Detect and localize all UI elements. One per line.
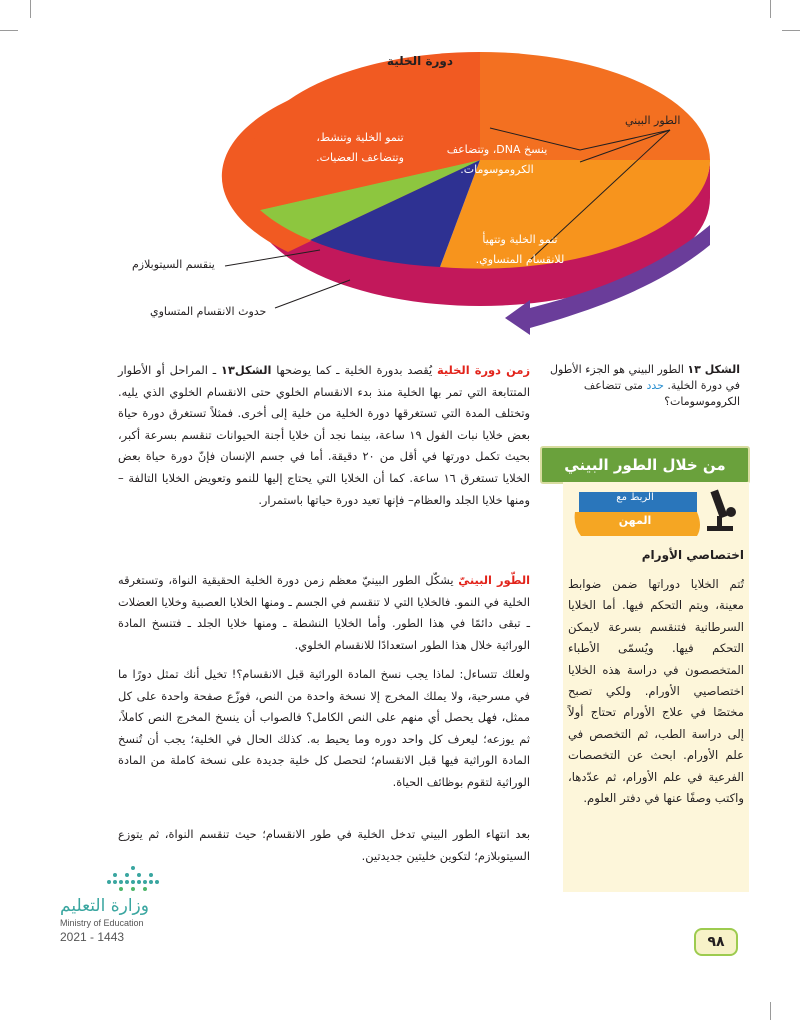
- paragraph-cell-cycle: [118, 360, 530, 511]
- crop-mark: [30, 0, 31, 18]
- segment-dna-line: الكروموسومات.: [460, 163, 534, 176]
- crop-mark: [770, 1002, 771, 1020]
- term-interphase: الطّور البينيّ: [458, 573, 530, 587]
- callout-cytokinesis: ينقسم السيتوبلازم: [132, 258, 215, 271]
- caption-question: متى تتضاعف الكروموسومات؟: [583, 379, 740, 408]
- section-banner: [540, 446, 750, 484]
- term-cell-cycle-time: زمن دورة الخلية: [437, 363, 530, 377]
- paragraph-text: يشكّل الطور البينيّ معظم زمن دورة الخلية الحقيقية النواة، وتستغرقه الخلية في النمو. فالخلايا التي لا تنقسم في الجسم ـ ومنها الخلايا العصبية وخلايا العضلات ـ تبقى دائمًا في هذا الطور. وأما الخلايا النشطة ـ ومنها خلايا الجلد ـ فتنسخ المادة الوراثية خلال هذا الطور استعدادًا للانقسام الخلوي.: [118, 573, 530, 652]
- paragraph-interphase: [118, 570, 530, 656]
- cycle-arrow-head: [505, 300, 530, 335]
- paragraph-question: [118, 664, 530, 794]
- crop-mark: [770, 0, 771, 18]
- callout-line: [275, 280, 350, 308]
- paragraph-text: ـ المراحل أو الأطوار المتتابعة التي تمر بها الخلية منذ بدء الانقسام الخلوي حتى الانقسام الخلوي الذي يليه. وتختلف المدة التي تستغرقها دورة الخلية من خلية إلى أخرى. فمثلاً تستغرق دورة حياة بعض خلايا نبات الفول ١٩ ساعة، بينما نجد أن خلايا أجنة الحيوانات تنقسم بسرعة أكبر، بحيث تكمل دورتها في أقل من ٢٠ دقيقة. أما في جسم الإنسان فإنّ دورة حياة بعض الخلايا تستغرق ١٦ ساعة. كما أن الخلايا التي يحتاج إليها للنمو وتعويض الخلايا التالفة – ومنها خلايا الجلد والعظام– فإنها تعيد دورة حياتها باستمرار.: [118, 363, 530, 507]
- figure-caption: [548, 362, 740, 410]
- callout-mitosis: حدوث الانقسام المتساوي: [150, 305, 267, 318]
- ministry-year: 2021 - 1443: [60, 930, 125, 944]
- segment-growth-line: وتتضاعف العضيات.: [316, 151, 404, 164]
- diagram-title: دورة الخلية: [386, 54, 454, 68]
- caption-ask-word: حدد: [646, 379, 664, 392]
- paragraph-text: يُقصد بدورة الخلية ـ كما يوضحها: [276, 363, 433, 377]
- cell-cycle-diagram: [110, 50, 710, 350]
- career-title: اختصاصي الأورام: [641, 548, 744, 562]
- crop-mark: [0, 30, 18, 31]
- figure-label: الشكل ١٣: [687, 363, 740, 376]
- career-text: تُتم الخلايا دوراتها ضمن ضوابط معينة، ويتم التحكم فيها. أما الخلايا السرطانية فتنقسم بسرعة لايمكن التحكم فيها. ويُسمّى الأطباء المتخصصون في دراسة هذه الخلايا اختصاصيي الأورام. ولكي تصبح مختصًا في علاج الأورام تحتاج أولاً إلى دراسة الطب، ثم التخصص في علم الأورام. ابحث عن التخصصات الفرعية في علم الأورام، ثم عدّدها، واكتب وصفًا عنها في دفتر العلوم.: [568, 577, 744, 806]
- figure-caption-text: الطور البيني هو الجزء الأطول في دورة الخلية.: [549, 363, 740, 392]
- badge-top-text: الربط مع: [616, 492, 654, 503]
- microscope-icon: [707, 489, 736, 531]
- segment-prepare-line: للانقسام المتساوي.: [475, 253, 565, 266]
- paragraph-text: ولعلك تتساءل: لماذا يجب نسخ المادة الوراثية قبل الانقسام؟! تخيل أنك تمثل دورًا ما في مسرحية، ولا يملك المخرج إلا نسخة واحدة من النص، فوزّع صفحة واحدة على كل ممثل، فهل يحصل أي منهم على النص الكامل؟ فالصواب أن ينسخ المخرج النص كاملاً، ثم يوزعه؛ ليعرف كل واحد دوره وما يحيط به. كذلك الحال في الخلية؛ يجب أن تُنسخ المادة الوراثية فيها قبل الانقسام؛ لتحصل كل خلية جديدة على نسخة كاملة من المادة الوراثية لتقوم بوظائف الحياة.: [118, 667, 530, 789]
- segment-dna-line: ينسخ DNA، وتتضاعف: [446, 143, 548, 156]
- badge-bottom-text: المهن: [618, 514, 652, 527]
- crop-mark: [782, 30, 800, 31]
- banner-text: من خلال الطور البيني: [564, 456, 726, 474]
- ministry-name-en: Ministry of Education: [60, 918, 144, 928]
- segment-prepare-label: [460, 230, 580, 270]
- figure-reference: الشكل١٣: [220, 363, 272, 377]
- segment-growth-label: [300, 128, 420, 168]
- segment-dna-label: [432, 140, 562, 180]
- segment-growth-line: تنمو الخلية وتنشط،: [316, 131, 404, 144]
- page-number: ٩٨: [694, 928, 738, 956]
- callout-interphase: الطور البيني: [625, 114, 681, 127]
- ministry-logo-icon: [105, 862, 165, 892]
- paragraph-text: بعد انتهاء الطور البيني تدخل الخلية في طور الانقسام؛ حيث تنقسم النواة، ثم يتوزع السيتوبلازم؛ لتكوين خليتين جديدتين.: [118, 827, 530, 863]
- paragraph-end: [118, 824, 530, 867]
- ministry-name-ar: وزارة التعليم: [60, 896, 149, 916]
- segment-prepare-line: تنمو الخلية وتتهيأ: [482, 233, 558, 246]
